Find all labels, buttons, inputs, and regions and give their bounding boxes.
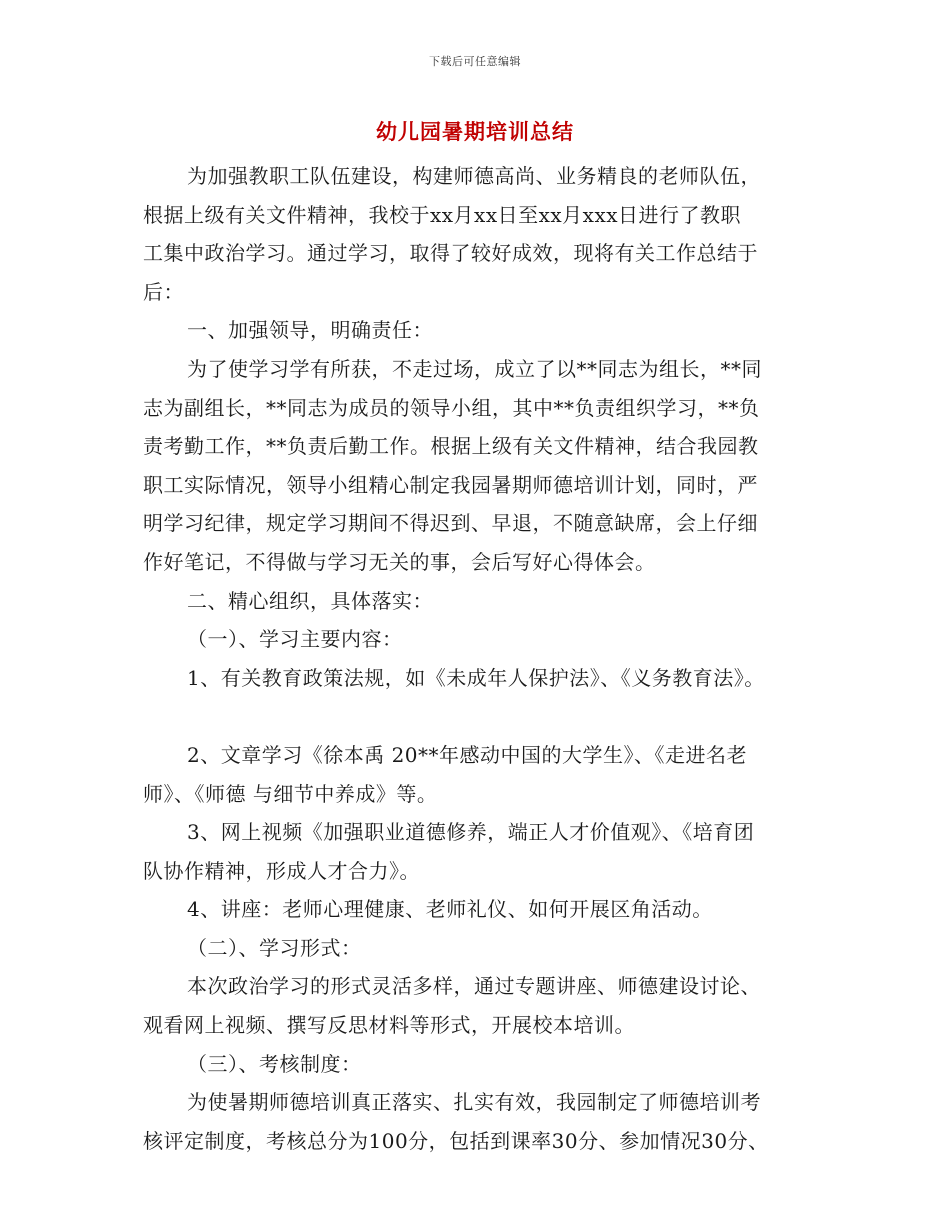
paragraph-line: 观看网上视频、撰写反思材料等形式，开展校本培训。 <box>143 1013 635 1038</box>
subsection-heading: （二）、学习形式： <box>187 935 362 960</box>
paragraph-line: 核评定制度，考核总分为100分，包括到课率30分、参加情况30分、 <box>143 1128 769 1153</box>
list-item: 2、文章学习《徐本禹 20**年感动中国的大学生》、《走进名老 <box>187 742 748 767</box>
list-item: 4、讲座：老师心理健康、老师礼仪、如何开展区角活动。 <box>187 897 713 922</box>
paragraph-line: 队协作精神，形成人才合力》。 <box>143 858 420 883</box>
list-item: 1、有关教育政策法规，如《未成年人保护法》、《义务教育法》。 <box>187 665 765 690</box>
paragraph-line: 明学习纪律，规定学习期间不得迟到、早退，不随意缺席，会上仔细 <box>143 511 758 536</box>
paragraph-line: 后： <box>143 279 184 304</box>
header-note: 下载后可任意编辑 <box>429 55 521 68</box>
subsection-heading: （一）、学习主要内容： <box>187 627 403 652</box>
paragraph-line: 师》、《师德 与细节中养成》等。 <box>143 781 438 806</box>
section-heading: 一、加强领导，明确责任： <box>187 318 433 343</box>
blank-line <box>143 697 823 736</box>
subsection-heading: （三）、考核制度： <box>187 1051 362 1076</box>
list-item: 3、网上视频《加强职业道德修养，端正人才价值观》、《培育团 <box>187 820 755 845</box>
document-body <box>143 157 823 1160</box>
paragraph-line: 责考勤工作，**负责后勤工作。根据上级有关文件精神，结合我园教 <box>143 434 759 459</box>
document-title: 幼儿园暑期培训总结 <box>376 119 574 144</box>
paragraph-line: 职工实际情况，领导小组精心制定我园暑期师德培训计划，同时，严 <box>143 472 758 497</box>
paragraph-line: 为使暑期师德培训真正落实、扎实有效，我园制定了师德培训考 <box>187 1090 761 1115</box>
paragraph-line: 为加强教职工队伍建设，构建师德高尚、业务精良的老师队伍， <box>187 164 761 188</box>
paragraph-line: 工集中政治学习。通过学习，取得了较好成效，现将有关工作总结于 <box>143 241 758 266</box>
paragraph-line: 志为副组长，**同志为成员的领导小组，其中**负责组织学习，**负 <box>143 395 760 420</box>
paragraph-line: 为了使学习学有所获，不走过场，成立了以**同志为组长，**同 <box>187 356 762 381</box>
paragraph-line: 根据上级有关文件精神，我校于xx月xx日至xx月xxx日进行了教职 <box>143 202 742 227</box>
paragraph-line: 本次政治学习的形式灵活多样，通过专题讲座、师德建设讨论、 <box>187 974 761 999</box>
section-heading: 二、精心组织，具体落实： <box>187 588 433 613</box>
paragraph-line: 作好笔记，不得做与学习无关的事，会后写好心得体会。 <box>143 549 656 574</box>
